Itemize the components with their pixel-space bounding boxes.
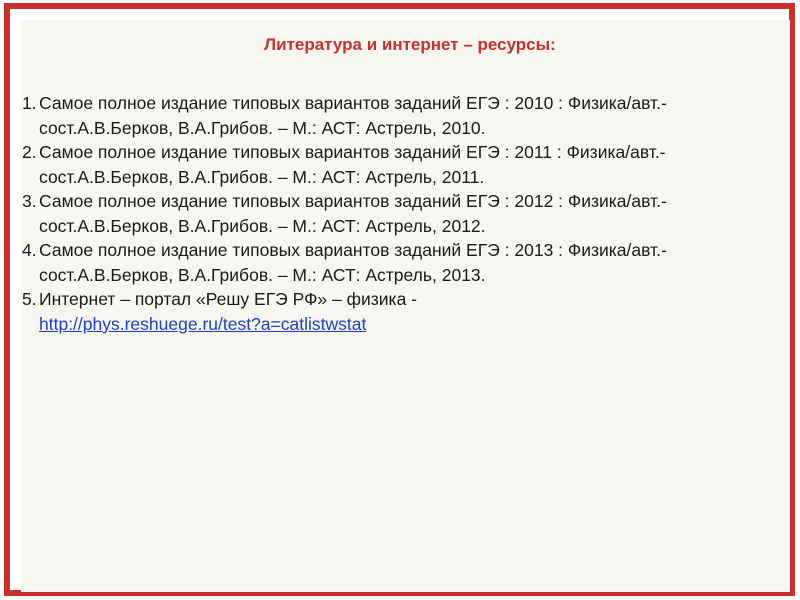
item-number: 4. (22, 240, 37, 260)
list-item (22, 238, 772, 287)
item-number: 1. (22, 93, 37, 113)
reference-list (22, 91, 772, 336)
item-number: 3. (22, 191, 37, 211)
reference-text: Интернет – портал «Решу ЕГЭ РФ» – физика - (39, 289, 418, 309)
item-number: 5. (22, 289, 37, 309)
list-item (22, 140, 772, 189)
reference-text: Самое полное издание типовых вариантов заданий ЕГЭ : 2010 : Физика/авт.-сост.А.В.Берков, В.А.Грибов. – М.: АСТ: Астрель, 2010. (39, 93, 667, 138)
list-item (22, 189, 772, 238)
reference-text: Самое полное издание типовых вариантов заданий ЕГЭ : 2013 : Физика/авт.-сост.А.В.Берков, В.А.Грибов. – М.: АСТ: Астрель, 2013. (39, 240, 667, 285)
portal-link[interactable]: http://phys.reshuege.ru/test?a=catlistwstat (39, 313, 367, 334)
item-number: 2. (22, 142, 37, 162)
list-item (22, 287, 772, 336)
list-item (22, 91, 772, 140)
slide-title: Литература и интернет – ресурсы: (264, 35, 556, 54)
reference-text: Самое полное издание типовых вариантов заданий ЕГЭ : 2012 : Физика/авт.-сост.А.В.Берков, В.А.Грибов. – М.: АСТ: Астрель, 2012. (39, 191, 667, 236)
reference-text: Самое полное издание типовых вариантов заданий ЕГЭ : 2011 : Физика/авт.-сост.А.В.Берков, В.А.Грибов. – М.: АСТ: Астрель, 2011. (39, 142, 666, 187)
